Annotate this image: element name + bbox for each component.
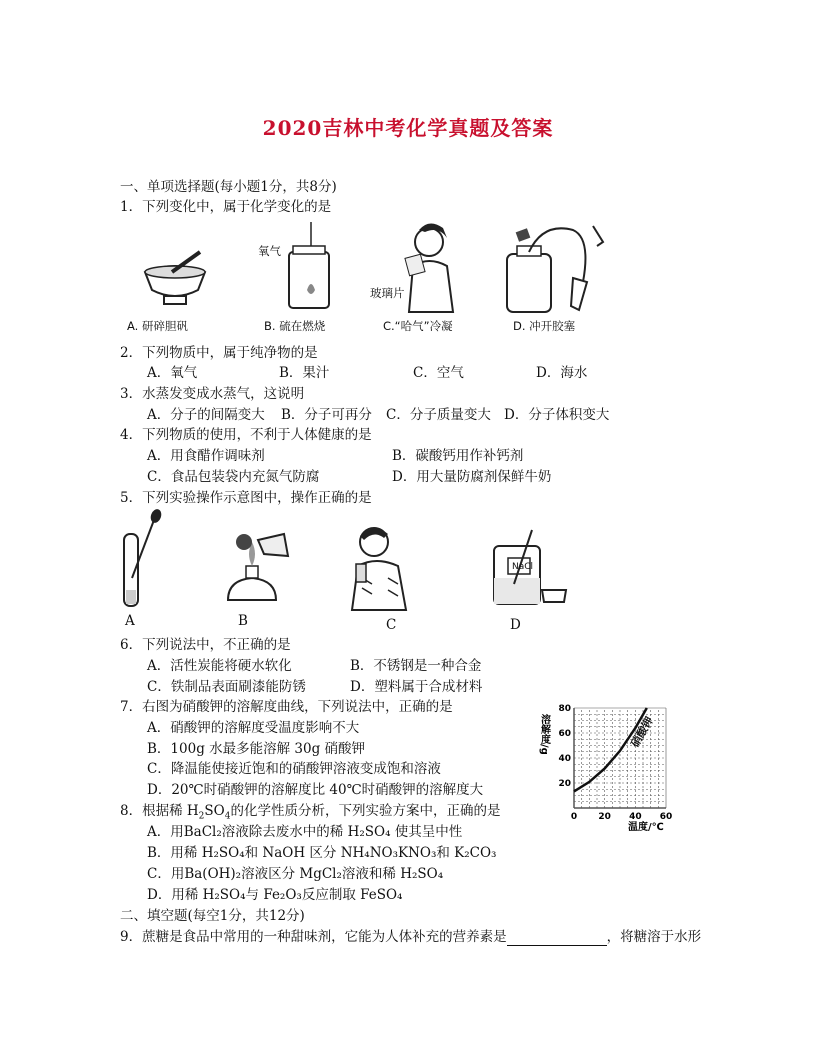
q3-option-b: B．分子可再分 (281, 407, 372, 423)
q8-option-c: C．用Ba(OH)₂溶液区分 MgCl₂溶液和稀 H₂SO₄ (147, 866, 444, 882)
section-heading-1: 一、单项选择题(每小题1分，共8分) (120, 179, 337, 195)
breath-condensing-illustration (395, 220, 460, 315)
q3-option-c: C．分子质量变大 (386, 407, 491, 423)
q1-caption-c: C.“哈气”冷凝 (383, 319, 453, 333)
solubility-chart (540, 700, 680, 840)
boy-smelling-illustration (340, 522, 420, 612)
q3-option-a: A．分子的间隔变大 (147, 407, 265, 423)
x-tick-label: 0 (570, 812, 578, 822)
mortar-illustration (140, 250, 210, 310)
q2-option-b: B．果汁 (279, 365, 330, 381)
x-tick-label: 40 (629, 812, 642, 822)
q6-option-a: A．活性炭能将硬水软化 (147, 658, 292, 674)
page-title: 2020吉林中考化学真题及答案 (262, 116, 554, 140)
x-axis-label: 温度/℃ (628, 822, 664, 833)
q2-option-d: D．海水 (536, 365, 588, 381)
q8-option-d: D．用稀 H₂SO₄与 Fe₂O₃反应制取 FeSO₄ (147, 887, 403, 903)
question-5-stem: 5．下列实验操作示意图中，操作正确的是 (120, 490, 372, 506)
q6-option-c: C．铁制品表面刷漆能防锈 (147, 679, 306, 695)
question-3-stem: 3．水蒸发变成水蒸气，这说明 (120, 386, 305, 402)
q5-caption-a: A (125, 613, 135, 629)
y-tick-label: 40 (558, 754, 571, 764)
q7-option-a: A．硝酸钾的溶解度受温度影响不大 (147, 720, 360, 736)
y-tick-label: 60 (558, 729, 571, 739)
q1-caption-b: B. 硫在燃烧 (264, 319, 326, 333)
q2-option-a: A．氧气 (147, 365, 198, 381)
q5-caption-c: C (386, 617, 397, 633)
q7-option-d: D．20℃时硝酸钾的溶解度比 40℃时硝酸钾的溶解度大 (147, 782, 484, 798)
nacl-jar-illustration (492, 528, 587, 608)
q7-option-b: B．100g 水最多能溶解 30g 硝酸钾 (147, 741, 366, 757)
glass-label: 玻璃片 (370, 286, 405, 300)
q8-option-b: B．用稀 H₂SO₄和 NaOH 区分 NH₄NO₃KNO₃和 K₂CO₃ (147, 845, 497, 861)
x-tick-label: 60 (659, 812, 673, 822)
q4-option-d: D．用大量防腐剂保鲜牛奶 (392, 469, 552, 485)
alcohol-lamp-illustration (218, 528, 298, 608)
q7-option-c: C．降温能使接近饱和的硝酸钾溶液变成饱和溶液 (147, 761, 441, 777)
q4-option-a: A．用食醋作调味剂 (147, 448, 265, 464)
q4-option-c: C．食品包装袋内充氮气防腐 (147, 469, 320, 485)
q1-caption-d: D. 冲开胶塞 (513, 319, 576, 333)
q6-option-d: D．塑料属于合成材料 (350, 679, 483, 695)
y-axis-label: 溶解度/g (538, 714, 550, 755)
q2-option-c: C．空气 (413, 365, 464, 381)
q3-option-d: D．分子体积变大 (504, 407, 610, 423)
question-7-stem: 7．右图为硝酸钾的溶解度曲线，下列说法中，正确的是 (120, 699, 453, 715)
question-2-stem: 2．下列物质中，属于纯净物的是 (120, 345, 318, 361)
y-tick-label: 20 (558, 779, 571, 789)
question-6-stem: 6．下列说法中，不正确的是 (120, 637, 291, 653)
nacl-label: NaCl (512, 562, 534, 572)
q1-caption-a: A. 研碎胆矾 (127, 319, 188, 333)
sulfur-burning-illustration (283, 222, 333, 312)
x-tick-label: 20 (598, 812, 611, 822)
q5-caption-d: D (510, 617, 521, 633)
stopper-popping-illustration (503, 222, 608, 317)
q8-option-a: A．用BaCl₂溶液除去废水中的稀 H₂SO₄ 使其呈中性 (147, 824, 463, 840)
answer-blank[interactable] (507, 931, 607, 946)
series-label: 硝酸钾 (628, 714, 657, 750)
q5-caption-b: B (238, 613, 248, 629)
q4-option-b: B．碳酸钙用作补钙剂 (392, 448, 524, 464)
question-4-stem: 4．下列物质的使用，不利于人体健康的是 (120, 427, 372, 443)
question-8-stem: 8．根据稀 $H_2SO_4$的化学性质分析，下列实验方案中，正确的是 (120, 803, 501, 822)
oxygen-label: 氧气 (258, 244, 281, 258)
y-tick-label: 80 (558, 704, 571, 714)
question-9-stem: 9．蔗糖是食品中常用的一种甜味剂，它能为人体补充的营养素是 ，将糖溶于水形 (120, 929, 702, 945)
q6-option-b: B．不锈钢是一种合金 (350, 658, 482, 674)
question-1-stem: 1．下列变化中，属于化学变化的是 (120, 199, 332, 215)
dropper-test-tube-illustration (118, 510, 168, 610)
section-heading-2: 二、填空题(每空1分，共12分) (120, 908, 305, 924)
